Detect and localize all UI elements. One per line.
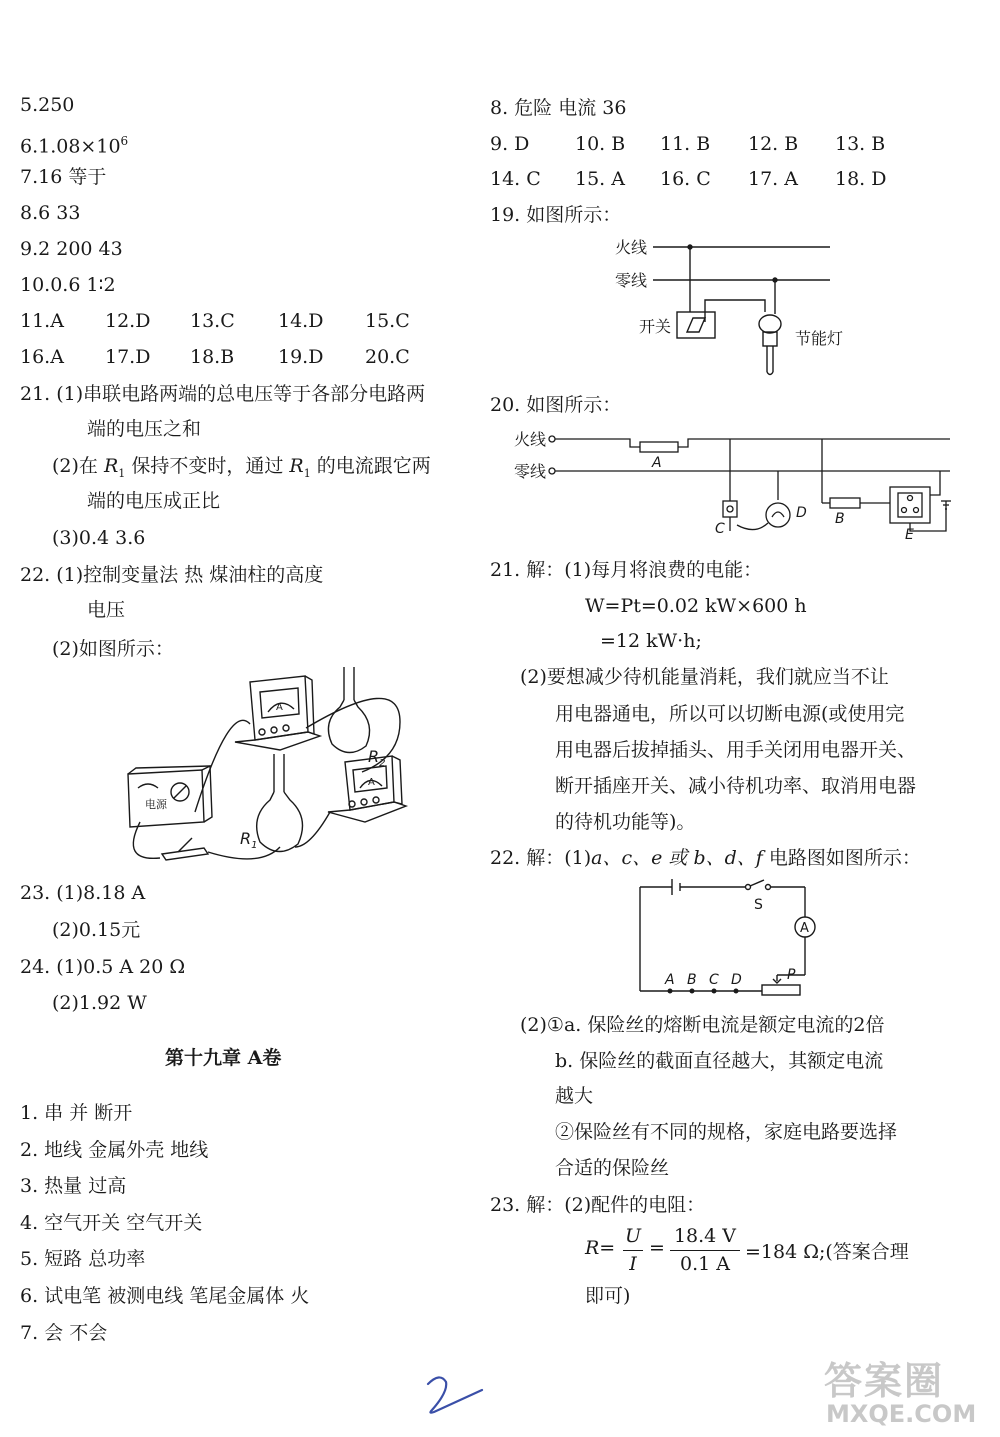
resistance-formula: R= U I = 18.4 V 0.1 A =184 Ω;(答案合理 [585,1225,909,1275]
answer-6: $6.1.08\times 10^6$ [20,134,129,158]
r2-label: $R_2$ [368,747,386,769]
chapter-answer-3: 3. 热量 过高 [20,1175,127,1197]
answer-r8: 8. 危险 电流 36 [490,97,627,119]
answer-21-3: (3)0.4 3.6 [52,527,146,549]
watermark [820,1350,990,1430]
answer-r23: 23. 解：(2)配件的电阻： [490,1194,706,1216]
answer-r21-2-line5: 的待机功能等)。 [555,811,696,833]
answer-r22-2-line3: 越大 [555,1085,594,1107]
chapter-answer-6: 6. 试电笔 被测电线 笔尾金属体 火 [20,1285,310,1307]
fig19-switch-label: 开关 [639,317,672,336]
answer-r20: 20. 如图所示： [490,394,622,416]
answer-22-1: 22. (1)控制变量法 热 煤油柱的高度 [20,564,324,586]
chapter-answer-4: 4. 空气开关 空气开关 [20,1212,203,1234]
answer-r22-2-line2: b. 保险丝的截面直径越大，其额定电流 [555,1050,884,1072]
fig20-socket-e-label: E [905,527,914,543]
answer-21-1: 21. (1)串联电路两端的总电压等于各部分电路两 [20,383,426,405]
answer-7: 7.16 等于 [20,166,107,188]
answer-24-1: 24. (1)0.5 A 20 Ω [20,956,186,978]
answer-r21: 21. 解：(1)每月将浪费的电能： [490,559,763,581]
answer-r22-2-line5: 合适的保险丝 [555,1157,670,1179]
fig20-neutral-label: 零线 [514,462,547,481]
fig19-lamp-label: 节能灯 [795,329,844,348]
fig22-node-d: D [731,972,742,988]
figure-22-circuit [630,875,830,1000]
answer-23-1: 23. (1)8.18 A [20,882,146,904]
fig20-live-label: 火线 [514,430,547,449]
answer-5: 5.250 [20,94,75,116]
answer-23-2: (2)0.15元 [52,919,141,941]
chapter-answer-5: 5. 短路 总功率 [20,1248,146,1270]
answer-24-2: (2)1.92 W [52,992,147,1014]
answer-8: 8.6 33 [20,202,81,224]
chapter-title: 第十九章 A卷 [165,1047,282,1069]
handwritten-page-mark [420,1370,490,1420]
answer-r19: 19. 如图所示： [490,204,622,226]
fig22-ammeter-label: A [800,921,809,936]
answer-21-2: (2)在 $R_1$ 保持不变时，通过 $R_1$ 的电流跟它两 [52,455,431,480]
fig22-switch-s-label: S [754,897,763,913]
fig22-node-c: C [709,972,719,988]
answer-r22-2-line1: (2)①a. 保险丝的熔断电流是额定电流的2倍 [520,1014,885,1036]
chapter-answer-2: 2. 地线 金属外壳 地线 [20,1139,209,1161]
upper-ammeter-symbol: A [276,702,283,713]
chapter-answer-1: 1. 串 并 断开 [20,1102,133,1124]
answer-9: 9.2 200 43 [20,238,123,260]
answer-r21-2-line2: 用电器通电，所以可以切断电源(或使用完 [555,703,905,725]
experiment-apparatus-figure [100,662,430,867]
fig20-fuse-b-label: B [835,511,845,527]
chapter-answer-7: 7. 会 不会 [20,1322,108,1344]
answer-22-2: (2)如图所示： [52,638,174,660]
lower-ammeter-symbol: A [368,777,375,788]
fig20-lamp-d-label: D [796,505,807,521]
fig22-node-a: A [665,972,675,988]
fig20-switch-c-label: C [715,521,725,537]
fig20-fuse-a-label: A [652,455,662,471]
power-supply-label: 电源 [145,798,167,811]
answer-21-1-cont: 端的电压之和 [87,418,202,440]
answer-r23-end: 即可) [585,1285,631,1307]
answer-r22-2-line4: ②保险丝有不同的规格，家庭电路要选择 [555,1121,898,1143]
answer-10: 10.0.6 1∶2 [20,274,116,296]
fig22-slider-p-label: P [787,967,796,983]
answer-22-1-cont: 电压 [87,599,126,621]
answer-r21-eq2: =12 kW·h; [600,630,702,652]
answer-r21-2-line1: (2)要想减少待机能量消耗，我们就应当不让 [520,666,889,688]
fig19-neutral-label: 零线 [615,271,648,290]
answer-21-2-cont: 端的电压成正比 [87,490,221,512]
answer-r21-eq1: W=Pt=0.02 kW×600 h [585,595,807,617]
answer-r21-2-line3: 用电器后拔掉插头、用手关闭用电器开关、 [555,739,917,761]
r1-label: $R_1$ [240,829,258,851]
watermark-url: MXQE.COM [826,1400,977,1428]
fig22-node-b: B [687,972,697,988]
figure-19-household-circuit [605,232,865,382]
figure-20-household-wiring [510,425,955,545]
answer-r21-2-line4: 断开插座开关、减小待机功率、取消用电器 [555,775,917,797]
answer-r22: 22. 解：(1)a、c、e 或 b、d、f 电路图如图所示： [490,847,921,869]
watermark-logo-text: 答案圈 [824,1359,945,1403]
fig19-live-label: 火线 [615,238,648,257]
